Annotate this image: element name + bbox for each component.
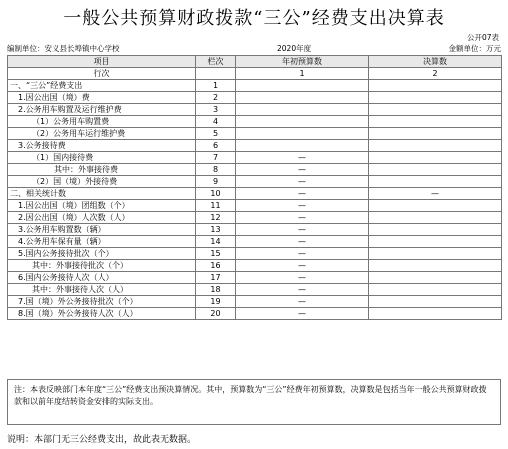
table-row — [8, 80, 502, 92]
row-final — [369, 164, 502, 176]
row-label: 其中：外事接待人次（人） — [8, 284, 196, 296]
table-row — [8, 104, 502, 116]
table-row — [8, 224, 502, 236]
row-index-col — [196, 68, 236, 80]
row-label: 1.因公出国（境）团组数（个） — [8, 200, 196, 212]
row-final — [369, 140, 502, 152]
row-budget: — — [236, 212, 369, 224]
row-number: 8 — [196, 164, 236, 176]
table-row — [8, 284, 502, 296]
row-budget: — — [236, 224, 369, 236]
row-number: 1 — [196, 80, 236, 92]
row-final — [369, 260, 502, 272]
header-final: 决算数 — [369, 56, 502, 68]
table-row — [8, 116, 502, 128]
table-row — [8, 200, 502, 212]
row-final — [369, 308, 502, 320]
row-number: 3 — [196, 104, 236, 116]
row-final — [369, 152, 502, 164]
row-final — [369, 272, 502, 284]
row-final — [369, 200, 502, 212]
row-final — [369, 128, 502, 140]
form-number: 公开07表 — [466, 33, 499, 42]
row-budget — [236, 92, 369, 104]
row-budget — [236, 104, 369, 116]
row-budget — [236, 80, 369, 92]
table-header-row — [8, 56, 502, 68]
row-final — [369, 92, 502, 104]
row-final — [369, 224, 502, 236]
remark-text: 说明：本部门无三公经费支出，故此表无数据。 — [7, 435, 197, 445]
row-index-final: 2 — [369, 68, 502, 80]
row-final — [369, 296, 502, 308]
row-number: 20 — [196, 308, 236, 320]
row-number: 4 — [196, 116, 236, 128]
row-budget — [236, 128, 369, 140]
row-budget: — — [236, 296, 369, 308]
row-number: 14 — [196, 236, 236, 248]
row-budget: — — [236, 188, 369, 200]
header-column-no: 栏次 — [196, 56, 236, 68]
row-label: 2.公务用车购置及运行维护费 — [8, 104, 196, 116]
row-label: （1）国内接待费 — [8, 152, 196, 164]
row-final — [369, 116, 502, 128]
row-budget: — — [236, 152, 369, 164]
row-budget: — — [236, 308, 369, 320]
row-final: — — [369, 188, 502, 200]
reporting-unit: 编制单位：安义县长埠镇中心学校 — [7, 44, 120, 53]
row-number: 7 — [196, 152, 236, 164]
row-label: （1）公务用车购置费 — [8, 116, 196, 128]
table-row — [8, 188, 502, 200]
row-number: 10 — [196, 188, 236, 200]
table-row — [8, 272, 502, 284]
row-label: 3.公务接待费 — [8, 140, 196, 152]
table-row — [8, 260, 502, 272]
amount-unit: 金额单位：万元 — [448, 44, 501, 53]
row-number: 11 — [196, 200, 236, 212]
row-number: 13 — [196, 224, 236, 236]
row-number: 2 — [196, 92, 236, 104]
table-row — [8, 164, 502, 176]
fiscal-year: 2020年度 — [277, 44, 312, 53]
row-label: 6.国内公务接待人次（人） — [8, 272, 196, 284]
row-number: 18 — [196, 284, 236, 296]
table-row — [8, 296, 502, 308]
row-label: 4.公务用车保有量（辆） — [8, 236, 196, 248]
row-label: 3.公务用车购置数（辆） — [8, 224, 196, 236]
row-budget: — — [236, 272, 369, 284]
row-label: 二、相关统计数 — [8, 188, 196, 200]
row-label: 其中：外事接待批次（个） — [8, 260, 196, 272]
table-row — [8, 248, 502, 260]
table-note: 注：本表反映部门本年度“三公”经费支出预决算情况。其中，预算数为“三公”经费年初预算数，决算数是包括当年一般公共预算财政拨款和以前年度结转资金安排的实际支出。 — [7, 379, 501, 425]
header-item: 项目 — [8, 56, 196, 68]
table-row — [8, 152, 502, 164]
table-row — [8, 140, 502, 152]
table-row — [8, 92, 502, 104]
row-label: （2）公务用车运行维护费 — [8, 128, 196, 140]
row-budget — [236, 140, 369, 152]
row-budget: — — [236, 248, 369, 260]
row-final — [369, 176, 502, 188]
row-label: 2.因公出国（境）人次数（人） — [8, 212, 196, 224]
row-label: （2）国（境）外接待费 — [8, 176, 196, 188]
row-index-budget: 1 — [236, 68, 369, 80]
row-number: 9 — [196, 176, 236, 188]
table-row — [8, 236, 502, 248]
meta-row — [7, 43, 501, 53]
row-index-line — [8, 68, 502, 80]
row-final — [369, 212, 502, 224]
row-final — [369, 236, 502, 248]
row-label: 1.因公出国（境）费 — [8, 92, 196, 104]
table-row — [8, 308, 502, 320]
table-row — [8, 212, 502, 224]
row-final — [369, 284, 502, 296]
row-budget: — — [236, 284, 369, 296]
row-number: 12 — [196, 212, 236, 224]
header-budget: 年初预算数 — [236, 56, 369, 68]
row-number: 16 — [196, 260, 236, 272]
expense-table — [7, 55, 502, 320]
row-label: 8.国（境）外公务接待人次（人） — [8, 308, 196, 320]
row-index-label: 行次 — [8, 68, 196, 80]
row-budget: — — [236, 236, 369, 248]
page-title: 一般公共预算财政拨款“三公”经费支出决算表 — [63, 8, 445, 29]
row-label: 其中：外事接待费 — [8, 164, 196, 176]
row-budget — [236, 116, 369, 128]
row-budget: — — [236, 164, 369, 176]
row-budget: — — [236, 200, 369, 212]
row-number: 6 — [196, 140, 236, 152]
row-final — [369, 80, 502, 92]
table-row — [8, 176, 502, 188]
row-number: 5 — [196, 128, 236, 140]
row-number: 15 — [196, 248, 236, 260]
row-number: 17 — [196, 272, 236, 284]
table-row — [8, 128, 502, 140]
row-label: 一、“三公”经费支出 — [8, 80, 196, 92]
row-final — [369, 104, 502, 116]
row-label: 5.国内公务接待批次（个） — [8, 248, 196, 260]
row-budget: — — [236, 176, 369, 188]
row-budget: — — [236, 260, 369, 272]
row-final — [369, 248, 502, 260]
row-label: 7.国（境）外公务接待批次（个） — [8, 296, 196, 308]
row-number: 19 — [196, 296, 236, 308]
